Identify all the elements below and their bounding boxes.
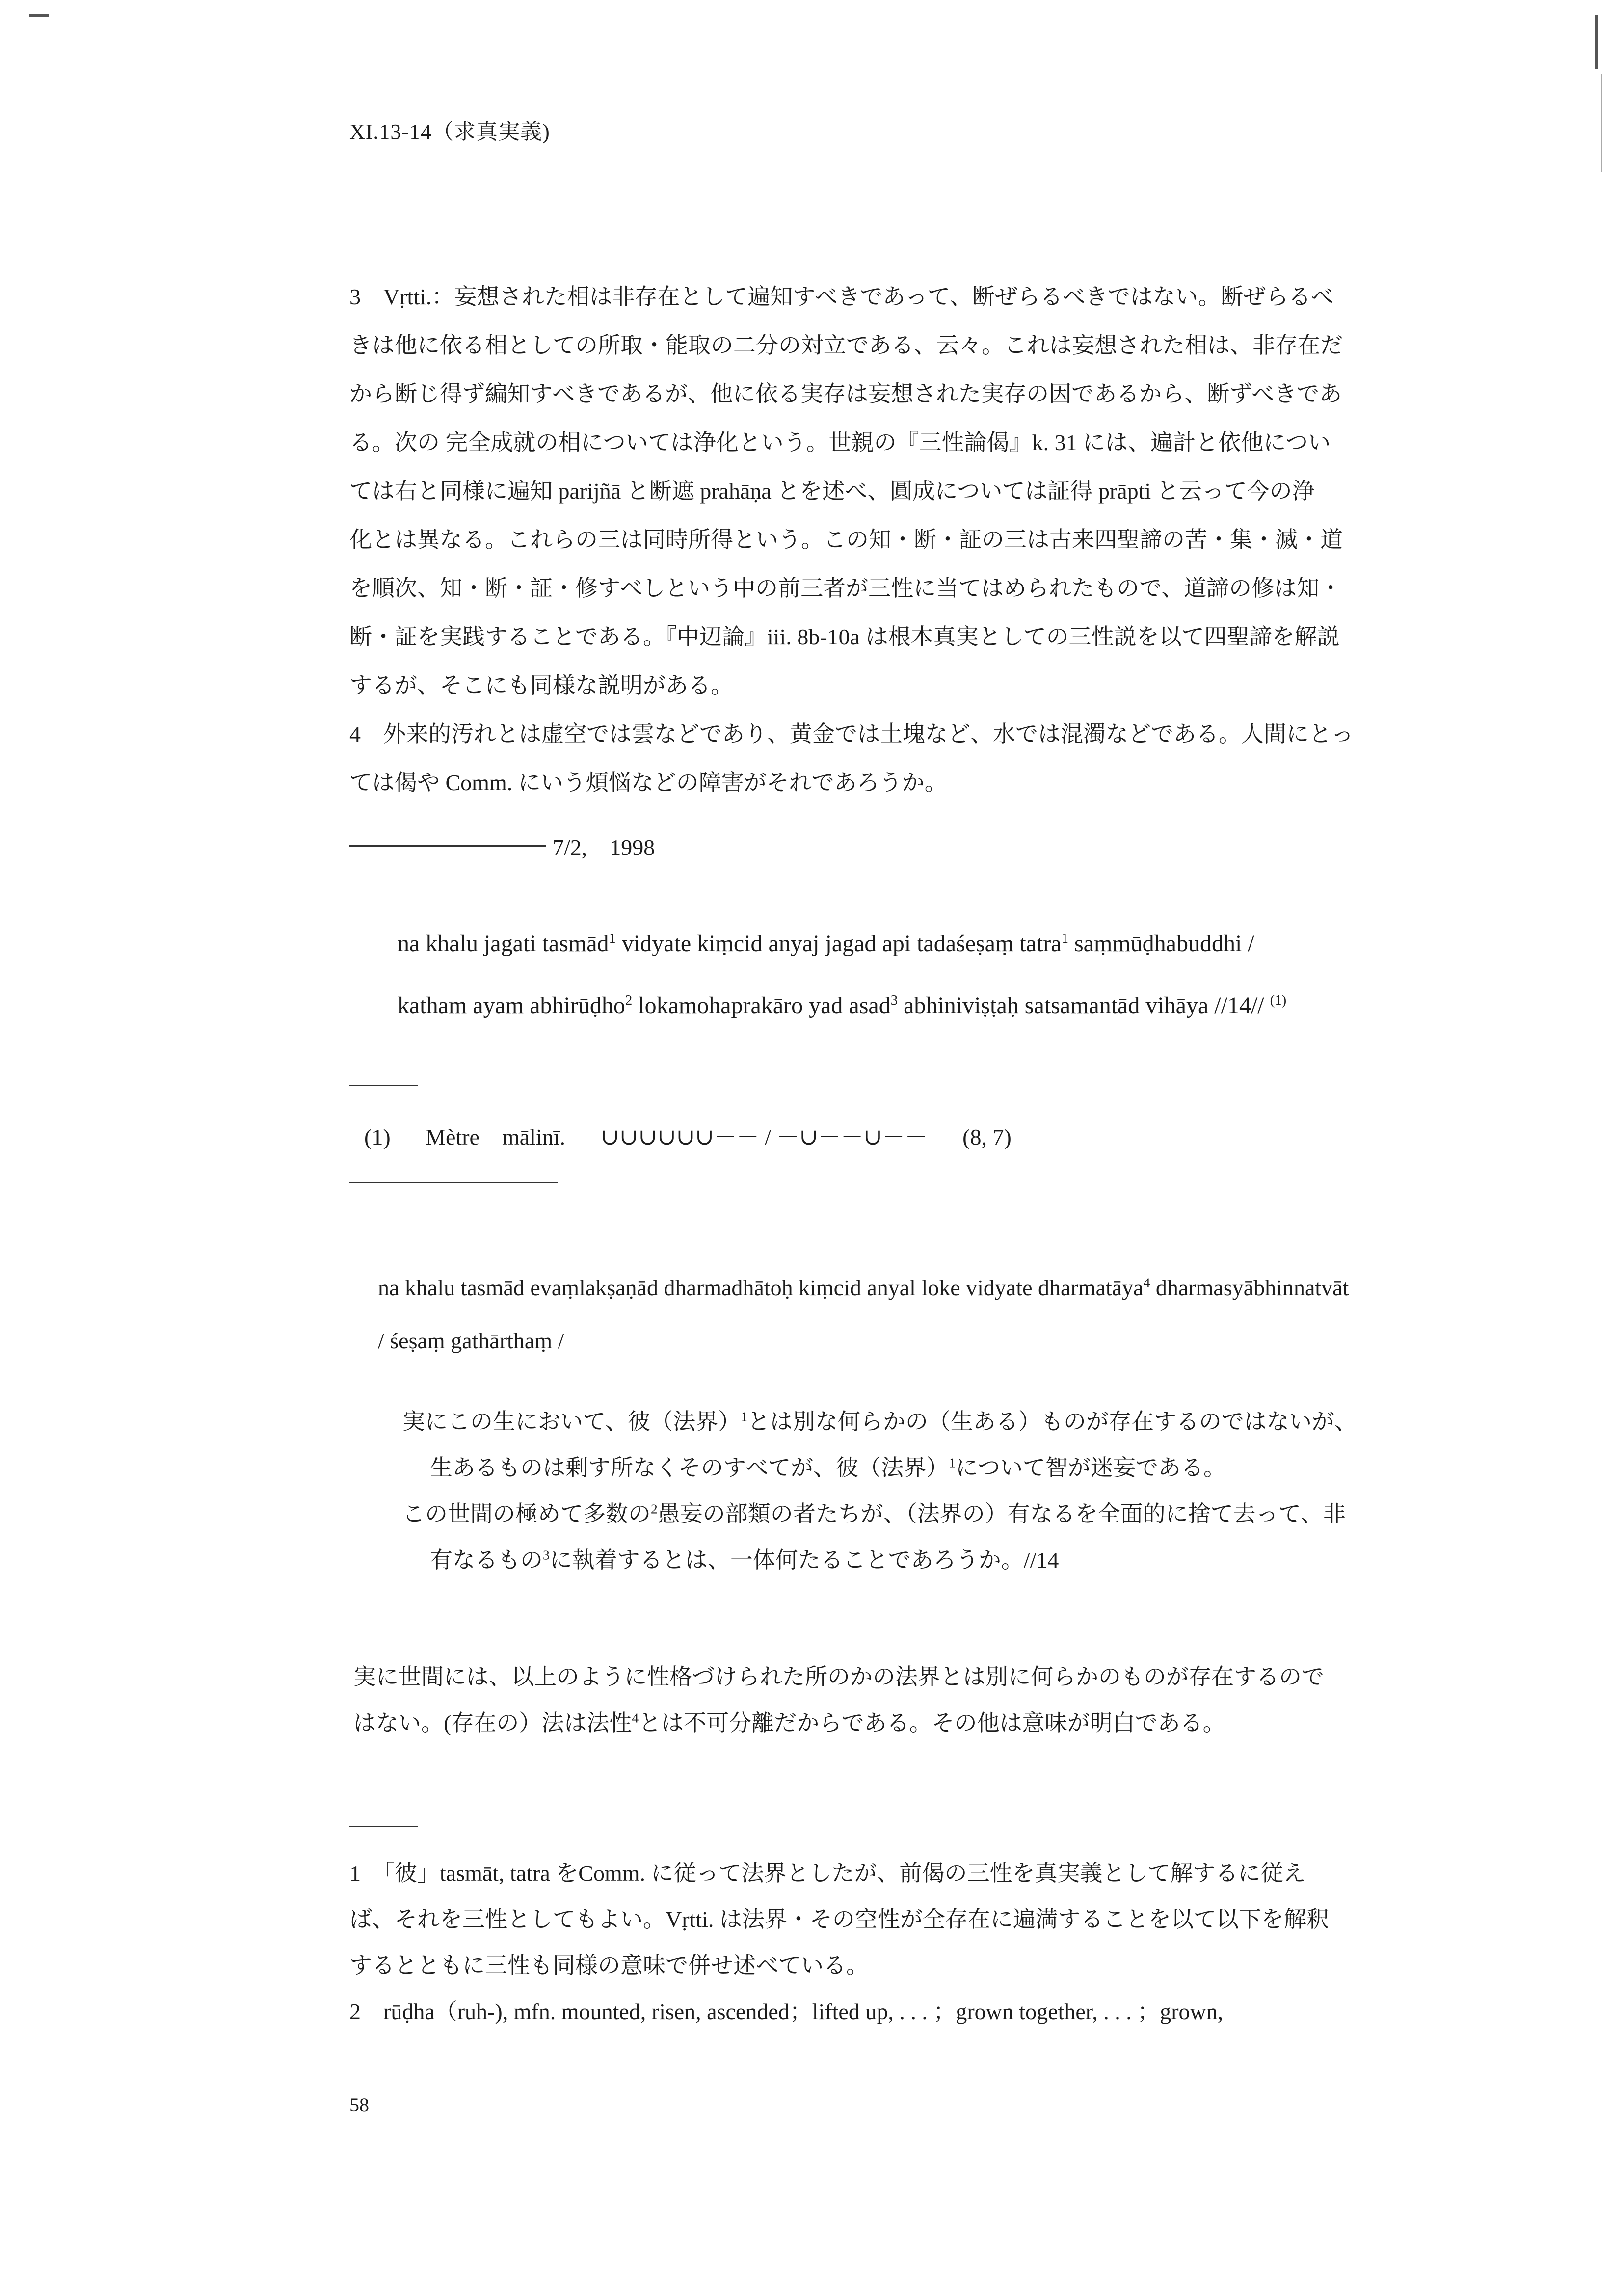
date-text: 7/2, 1998 <box>553 835 655 860</box>
translation-line-3 <box>402 1491 1531 1537</box>
note-line: を順次、知・断・証・修すべしという中の前三者が三性に当てはめられたもので、道諦の修は知・ <box>349 576 1342 601</box>
note-line: ては右と同様に遍知 parijñā と断遮 prahāṇa とを述べ、圓成については証得 prāpti と云って今の浄 <box>349 479 1315 504</box>
separator-rule <box>349 1085 418 1086</box>
note-line: ては偈や Comm. にいう煩悩などの障害がそれであろうか。 <box>349 770 947 795</box>
footnotes <box>349 1850 1508 2035</box>
explanation-footnote-ref: 4 <box>632 1710 639 1726</box>
scan-mark-top-right <box>1595 15 1598 69</box>
commentary-text: na khalu tasmād evaṃlakṣaṇād dharmadhātoḥ kiṃcid anyal loke vidyate dharmatāya <box>378 1275 1144 1300</box>
explanation-text: はない。(存在の）法は法性 <box>353 1710 632 1735</box>
separator-rule <box>349 1182 558 1183</box>
page-number: 58 <box>349 2094 369 2116</box>
verse-text: na khalu jagati tasmād <box>398 931 609 957</box>
meter-count: (8, 7) <box>962 1124 1012 1149</box>
verse-footnote-ref: 3 <box>890 992 898 1008</box>
translation-text: 有なるもの <box>430 1548 543 1573</box>
verse-text: abhiniviṣṭaḥ satsamantād vihāya //14// <box>898 992 1270 1018</box>
note-3 <box>349 272 1508 710</box>
note-4 <box>349 710 1508 807</box>
explanation-line-1: 実に世間には、以上のように性格づけられた所のかの法界とは別に何らかのものが存在するので <box>353 1664 1324 1689</box>
top-notes <box>349 272 1508 807</box>
note-line: 3 Vṛtti.：妄想された相は非存在として遍知すべきであって、断ぜらるべきではない。断ぜらるべ <box>349 284 1334 309</box>
scan-mark-top-left <box>29 14 49 17</box>
verse-text: saṃmūḍhabuddhi / <box>1068 931 1254 957</box>
footnote-line: するとともに三性も同様の意味で併せ述べている。 <box>349 1953 869 1978</box>
footnote-line: 1 「彼」tasmāt, tatra をComm. に従って法界としたが、前偈の三性を真実義として解するに従え <box>349 1861 1306 1886</box>
commentary-line-1 <box>378 1261 1507 1314</box>
verse-text: katham ayam abhirūḍho <box>398 992 625 1018</box>
meter-number: (1) <box>364 1124 391 1149</box>
translation-text: に執着するとは、一体何たることであろうか。//14 <box>549 1548 1059 1573</box>
translation-text: 愚妄の部類の者たちが、（法界の）有なるを全面的に捨て去って、非 <box>657 1501 1346 1526</box>
date-line <box>349 829 655 862</box>
meter-pattern: ∪∪∪∪∪∪－－ / －∪－－∪－－ <box>600 1124 928 1149</box>
sanskrit-verse <box>398 913 1526 1037</box>
commentary-text: dharmasyābhinnatvāt <box>1150 1275 1349 1300</box>
commentary-translation <box>353 1654 1512 1746</box>
verse-footnote-ref: (1) <box>1270 992 1287 1008</box>
translation-text: この世間の極めて多数の <box>402 1501 651 1526</box>
note-line: 化とは異なる。これらの三は同時所得という。この知・断・証の三は古来四聖諦の苦・集・滅・道 <box>349 527 1343 552</box>
translation-footnote-ref: 1 <box>949 1455 956 1470</box>
note-line: きは他に依る相としての所取・能取の二分の対立である、云々。これは妄想された相は、非存在だ <box>349 333 1343 358</box>
verse-footnote-ref: 1 <box>1061 931 1068 946</box>
translation-line-2 <box>402 1445 1531 1491</box>
commentary-footnote-ref: 4 <box>1143 1275 1150 1290</box>
meter-note <box>364 1119 1012 1151</box>
footnote-line: 2 rūḍha（ruh-), mfn. mounted, risen, ascended；lifted up, . . . ；grown together, . . . ；grown, <box>349 1999 1224 2024</box>
running-header: XI.13-14（求真実義) <box>349 120 550 144</box>
meter-label: Mètre mālinī. <box>426 1124 566 1149</box>
translation-line-1 <box>402 1399 1531 1445</box>
date-dash <box>349 845 546 847</box>
translation-text: 生あるものは剰す所なくそのすべてが、彼（法界） <box>430 1455 949 1480</box>
commentary-line-2: / śeṣaṃ gathārthaṃ / <box>378 1328 564 1353</box>
note-line: するが、そこにも同様な説明がある。 <box>349 673 733 698</box>
scan-mark-right-edge <box>1601 74 1602 172</box>
verse-line-1 <box>398 913 1526 975</box>
verse-footnote-ref: 2 <box>625 992 633 1008</box>
sanskrit-commentary <box>378 1261 1507 1367</box>
verse-text: lokamohaprakāro yad asad <box>632 992 891 1018</box>
note-line: 断・証を実践することである。『中辺論』iii. 8b-10a は根本真実としての三性説を以て四聖諦を解説 <box>349 624 1340 649</box>
translation-footnote-ref: 3 <box>543 1547 550 1563</box>
translation-text: とは別な何らかの（生ある）ものが存在するのではないが、 <box>747 1409 1357 1434</box>
verse-translation <box>402 1399 1531 1583</box>
footnote-separator <box>349 1826 418 1827</box>
note-line: 4 外来的汚れとは虚空では雲などであり、黄金では土塊など、水では混濁などである。人間にとっ <box>349 721 1354 747</box>
translation-text: 実にこの生において、彼（法界） <box>402 1409 741 1434</box>
explanation-text: とは不可分離だからである。その他は意味が明白である。 <box>639 1710 1225 1735</box>
footnote-line: ば、それを三性としてもよい。Vṛtti. は法界・その空性が全存在に遍満することを以て以下を解釈 <box>349 1907 1329 1932</box>
translation-text: について智が迷妄である。 <box>955 1455 1226 1480</box>
note-line: から断じ得ず編知すべきであるが、他に依る実存は妄想された実存の因であるから、断ずべきであ <box>349 381 1342 406</box>
explanation-line-2 <box>353 1700 1512 1746</box>
verse-footnote-ref: 1 <box>609 931 616 946</box>
translation-line-4 <box>402 1537 1531 1583</box>
translation-footnote-ref: 2 <box>651 1501 658 1517</box>
verse-text: vidyate kiṃcid anyaj jagad api tadaśeṣaṃ tatra <box>615 931 1062 957</box>
verse-line-2 <box>398 975 1526 1037</box>
note-line: る。次の 完全成就の相については浄化という。世親の『三性論偈』k. 31 には、遍計と依他につい <box>349 430 1331 455</box>
translation-footnote-ref: 1 <box>741 1409 747 1424</box>
